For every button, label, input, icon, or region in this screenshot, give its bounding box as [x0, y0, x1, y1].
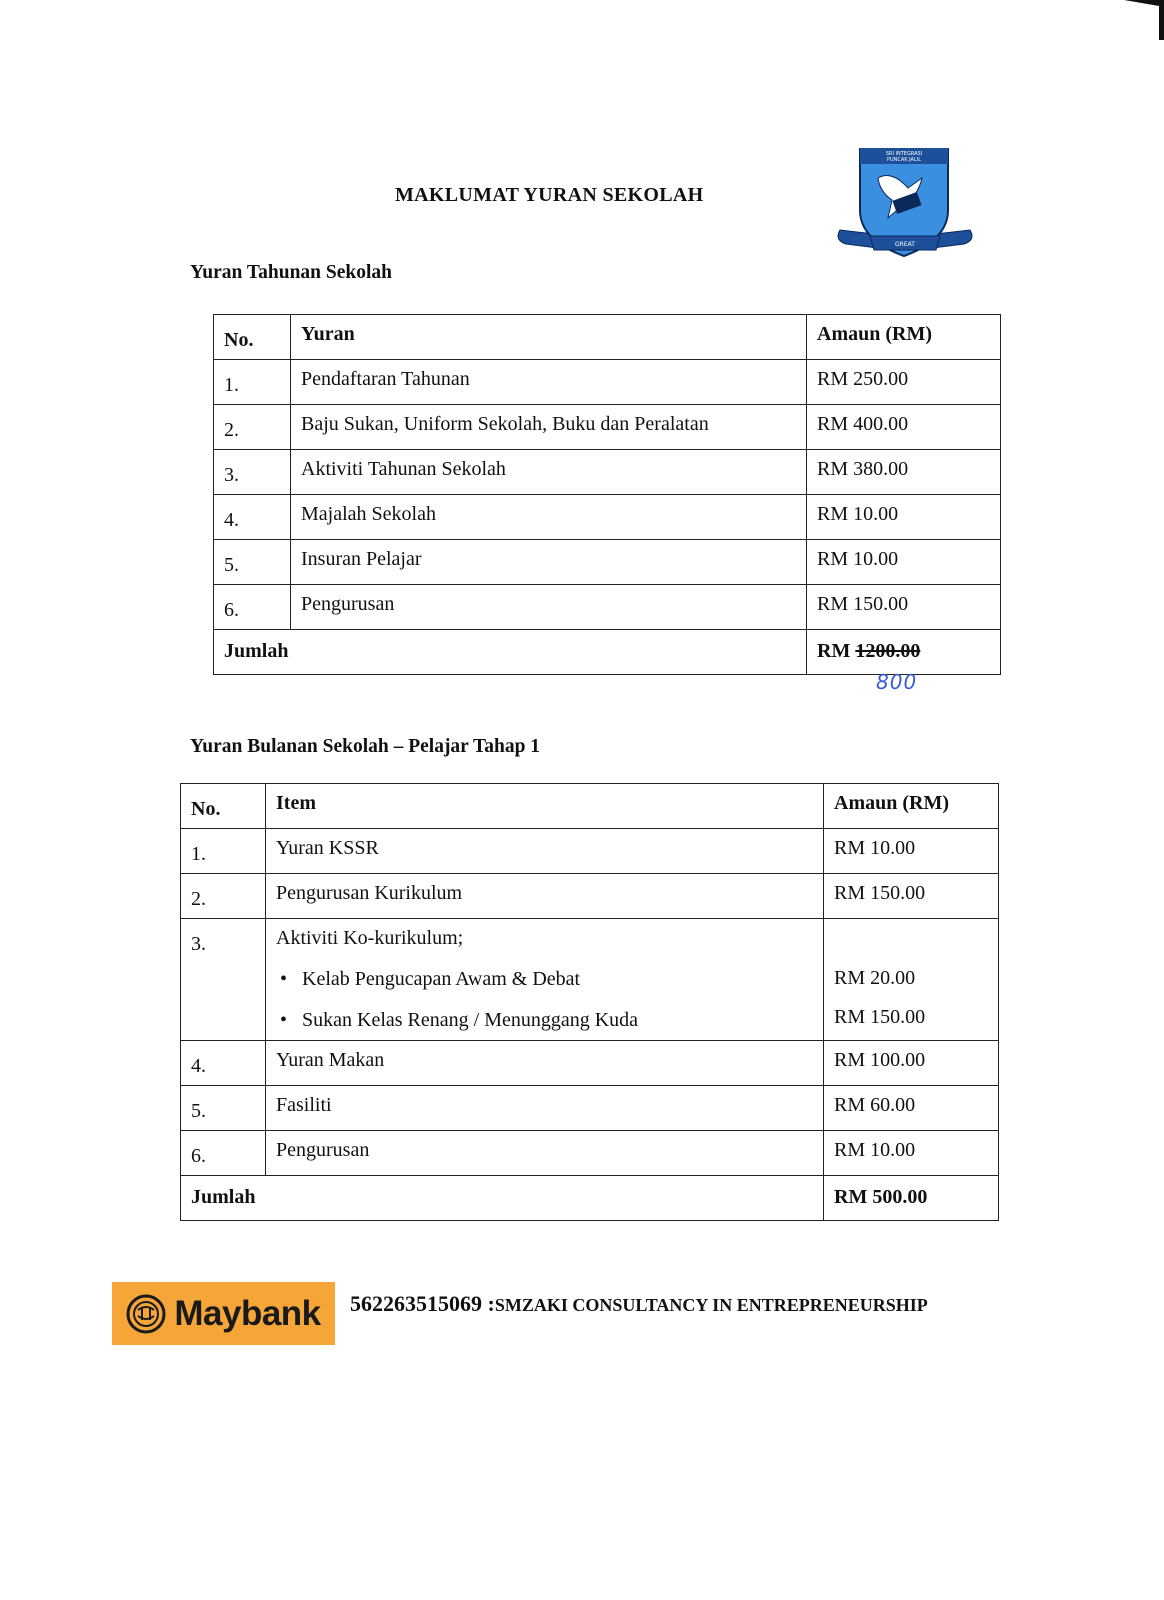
crest-name-line1: SRI INTEGRASI: [885, 151, 923, 157]
col-amount-header: Amaun (RM): [824, 784, 999, 829]
row-item: Baju Sukan, Uniform Sekolah, Buku dan Peralatan: [291, 405, 807, 450]
row-item: Pengurusan: [291, 585, 807, 630]
row-no: 3.: [214, 450, 291, 495]
sub-item-amount: RM 150.00: [834, 1006, 926, 1028]
row-amount: RM 250.00: [807, 360, 1001, 405]
bank-account-line: [350, 1291, 928, 1317]
row-amount-group: [824, 919, 999, 1041]
table-row: [214, 360, 1001, 405]
col-item-header: Yuran: [291, 315, 807, 360]
row-no: 6.: [181, 1131, 266, 1176]
row-amount: RM 100.00: [824, 1041, 999, 1086]
table-row: [181, 919, 999, 1041]
row-amount: RM 380.00: [807, 450, 1001, 495]
row-no: 5.: [214, 540, 291, 585]
total-row: [214, 630, 1001, 675]
crest-ribbon-text: GREAT: [895, 241, 915, 248]
row-amount: RM 10.00: [807, 495, 1001, 540]
monthly-fees-heading: Yuran Bulanan Sekolah – Pelajar Tahap 1: [190, 736, 541, 757]
page-title: MAKLUMAT YURAN SEKOLAH: [395, 184, 704, 206]
tiger-emblem-icon: [126, 1294, 166, 1334]
table-row: [214, 585, 1001, 630]
row-item: Pengurusan Kurikulum: [266, 874, 824, 919]
table-row: [181, 829, 999, 874]
table-row: [181, 874, 999, 919]
table-header-row: [214, 315, 1001, 360]
total-label: Jumlah: [181, 1176, 824, 1221]
row-item: Majalah Sekolah: [291, 495, 807, 540]
sub-item: • Sukan Kelas Renang / Menunggang Kuda: [276, 1009, 813, 1032]
row-amount: RM 10.00: [807, 540, 1001, 585]
total-prefix: RM: [817, 640, 856, 662]
row-no: 2.: [214, 405, 291, 450]
monthly-fees-table: [180, 783, 999, 1221]
row-item: Yuran Makan: [266, 1041, 824, 1086]
sub-item-amount: RM 20.00: [834, 967, 916, 989]
table-row: [214, 495, 1001, 540]
row-no: 2.: [181, 874, 266, 919]
col-no-header: No.: [214, 315, 291, 360]
table-header-row: [181, 784, 999, 829]
table-row: [214, 450, 1001, 495]
row-item: Pendaftaran Tahunan: [291, 360, 807, 405]
crest-name-line2: PUNCAK JALIL: [886, 157, 922, 163]
row-item-group: [266, 919, 824, 1041]
row-amount: RM 150.00: [807, 585, 1001, 630]
scan-corner-mark: [1104, 0, 1164, 40]
account-separator: :: [482, 1291, 495, 1316]
row-no: 1.: [214, 360, 291, 405]
row-no: 3.: [181, 919, 266, 1041]
row-no: 6.: [214, 585, 291, 630]
row-item: Fasiliti: [266, 1086, 824, 1131]
handwritten-corrected-total: 800: [876, 670, 918, 694]
maybank-logo: [112, 1282, 335, 1345]
row-no: 5.: [181, 1086, 266, 1131]
row-item: Insuran Pelajar: [291, 540, 807, 585]
row-item: Pengurusan: [266, 1131, 824, 1176]
row-amount: RM 10.00: [824, 1131, 999, 1176]
table-row: [181, 1086, 999, 1131]
row-no: 1.: [181, 829, 266, 874]
table-row: [214, 540, 1001, 585]
row-no: 4.: [181, 1041, 266, 1086]
row-amount: RM 60.00: [824, 1086, 999, 1131]
sub-item: • Kelab Pengucapan Awam & Debat: [276, 968, 813, 991]
maybank-brand-text: Maybank: [174, 1293, 321, 1333]
row-item: Aktiviti Tahunan Sekolah: [291, 450, 807, 495]
row-amount: RM 150.00: [824, 874, 999, 919]
row-amount: RM 400.00: [807, 405, 1001, 450]
row-amount: RM 10.00: [824, 829, 999, 874]
total-row: [181, 1176, 999, 1221]
col-item-header: Item: [266, 784, 824, 829]
total-amount: [807, 630, 1001, 675]
account-number: 562263515069: [350, 1291, 482, 1316]
row-no: 4.: [214, 495, 291, 540]
total-label: Jumlah: [214, 630, 807, 675]
annual-fees-heading: Yuran Tahunan Sekolah: [190, 262, 392, 283]
account-name: SMZAKI CONSULTANCY IN ENTREPRENEURSHIP: [494, 1295, 928, 1315]
row-item: Yuran KSSR: [266, 829, 824, 874]
col-no-header: No.: [181, 784, 266, 829]
school-crest-logo: [830, 148, 980, 260]
annual-fees-table: [213, 314, 1001, 675]
struck-total: 1200.00: [855, 640, 921, 662]
row-item: Aktiviti Ko-kurikulum;: [276, 927, 464, 949]
total-amount: RM 500.00: [824, 1176, 999, 1221]
col-amount-header: Amaun (RM): [807, 315, 1001, 360]
table-row: [181, 1041, 999, 1086]
table-row: [214, 405, 1001, 450]
table-row: [181, 1131, 999, 1176]
